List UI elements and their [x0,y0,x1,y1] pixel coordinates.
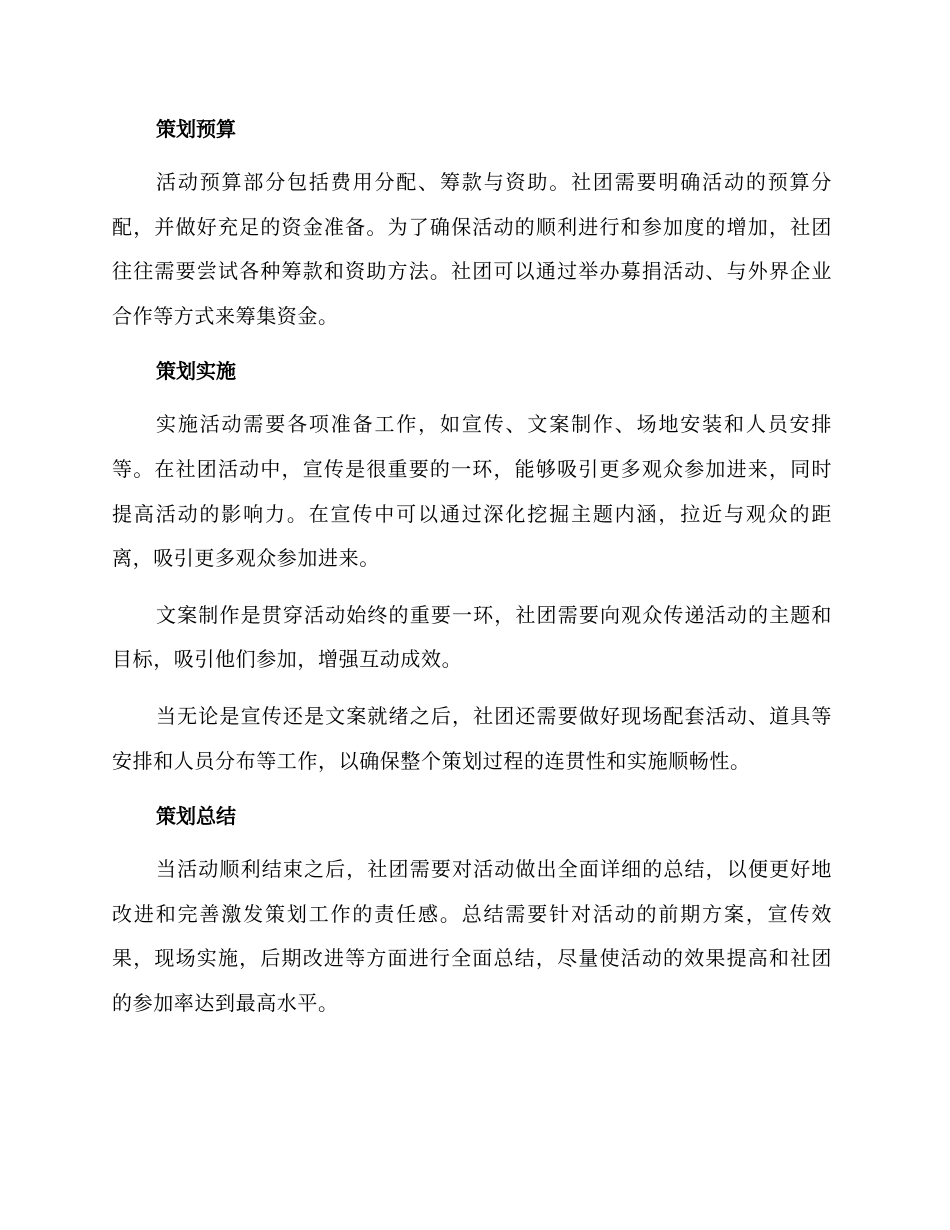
section-heading-summary: 策划总结 [156,804,236,829]
section-heading-budget: 策划预算 [156,117,236,141]
paragraph-implementation-prep: 实施活动需要各项准备工作，如宣传、文案制作、场地安装和人员安排等。在社团活动中，宣传是很重要的一环，能够吸引更多观众参加进来，同时提高活动的影响力。在宣传中可以通过深化挖掘主题内涵，拉近与观众的距离，吸引更多观众参加进来。 [112,412,832,571]
paragraph-implementation-onsite: 当无论是宣传还是文案就绪之后，社团还需要做好现场配套活动、道具等安排和人员分布等工作，以确保整个策划过程的连贯性和实施顺畅性。 [112,703,832,773]
paragraph-summary: 当活动顺利结束之后，社团需要对活动做出全面详细的总结，以便更好地改进和完善激发策划工作的责任感。总结需要针对活动的前期方案，宣传效果，现场实施，后期改进等方面进行全面总结，尽量使活动的效果提高和社团的参加率达到最高水平。 [112,857,832,1015]
section-heading-implementation: 策划实施 [156,359,236,384]
paragraph-budget: 活动预算部分包括费用分配、筹款与资助。社团需要明确活动的预算分配，并做好充足的资金准备。为了确保活动的顺利进行和参加度的增加，社团往往需要尝试各种筹款和资助方法。社团可以通过举办募捐活动、与外界企业合作等方式来筹集资金。 [112,170,832,328]
paragraph-implementation-copywriting: 文案制作是贯穿活动始终的重要一环，社团需要向观众传递活动的主题和目标，吸引他们参加，增强互动成效。 [112,602,832,672]
document-body [112,108,832,1038]
